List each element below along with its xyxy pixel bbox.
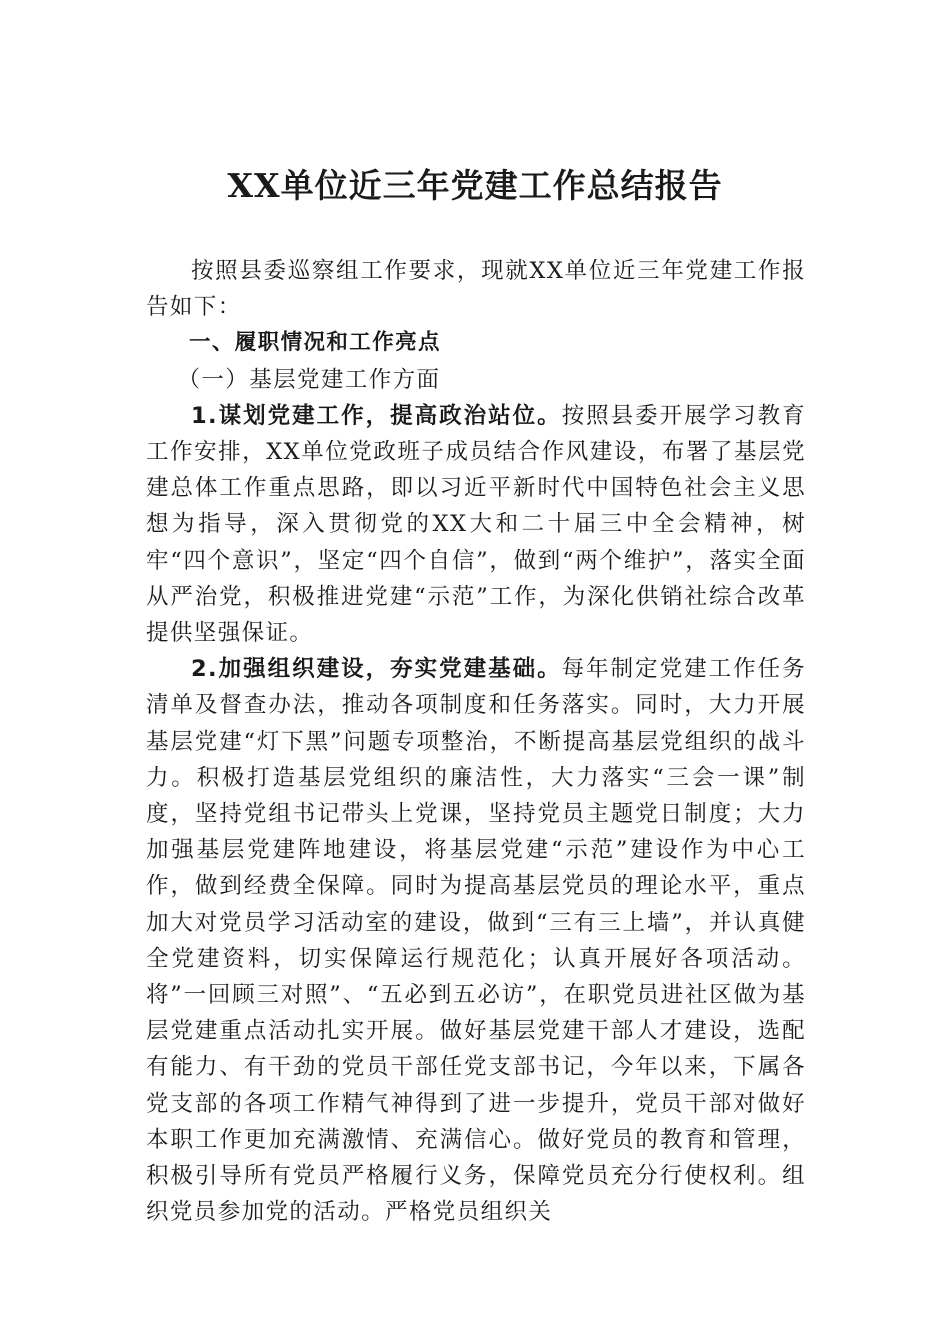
document-title: XX单位近三年党建工作总结报告 [227,166,723,205]
section-heading: 一、履职情况和工作亮点 [189,330,441,356]
item-lead-1: 1.谋划党建工作，提高政治站位。 [191,402,562,429]
item-text-1: 按照县委开展学习教育工作安排，XX单位党政班子成员结合作风建设，布署了基层党建总体工作重点思路，即以习近平新时代中国特色社会主义思想为指导，深入贯彻党的XX大和二十届三中全会精神，树牢“四个意识”，坚定“四个自信”，做到“两个维护”，落实全面从严治党，积极推进党建“示范”工作，为深化供销社综合改革提供坚强保证。 [146,402,806,647]
intro-paragraph: 按照县委巡察组工作要求，现就XX单位近三年党建工作报告如下： [146,258,806,321]
subsection-heading: （一）基层党建工作方面 [177,366,441,393]
item-text-2: 每年制定党建工作任务清单及督查办法，推动各项制度和任务落实。同时，大力开展基层党建“灯下黑”问题专项整治，不断提高基层党组织的战斗力。积极打造基层党组织的廉洁性，大力落实“三会一课”制度，坚持党组书记带头上党课，坚持党员主题党日制度；大力加强基层党建阵地建设，将基层党建“示范”建设作为中心工作，做到经费全保障。同时为提高基层党员的理论水平，重点加大对党员学习活动室的建设，做到“三有三上墙”，并认真健全党建资料，切实保障运行规范化；认真开展好各项活动。将”一回顾三对照”、“五必到五必访”，在职党员进社区做为基层党建重点活动扎实开展。做好基层党建干部人才建设，选配有能力、有干劲的党员干部任党支部书记，今年以来，下属各党支部的各项工作精气神得到了进一步提升，党员干部对做好本职工作更加充满激情、充满信心。做好党员的教育和管理，积极引导所有党员严格履行义务，保障党员充分行使权利。组织党员参加党的活动。严格党员组织关 [146,656,806,1226]
item-paragraph-2 [146,651,806,1230]
item-paragraph-1 [146,398,806,651]
item-lead-2: 2.加强组织建设，夯实党建基础。 [191,656,562,683]
document-body [146,253,806,1230]
